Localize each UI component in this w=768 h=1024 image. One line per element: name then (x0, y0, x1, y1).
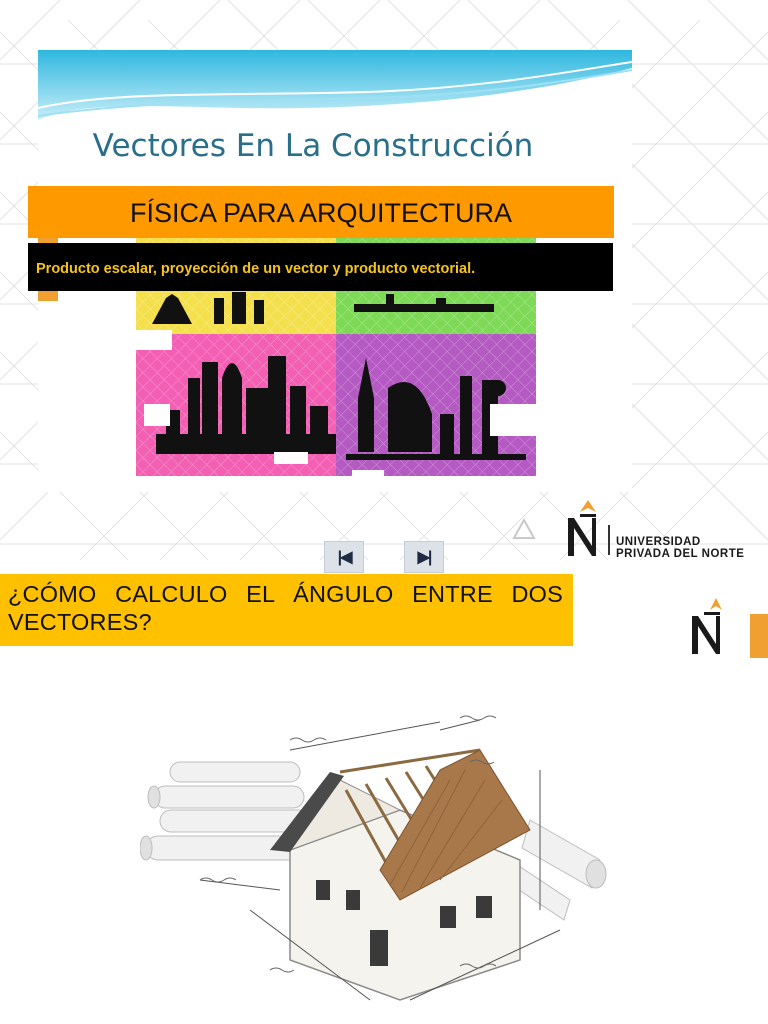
first-page-icon: |◀ (337, 549, 351, 566)
logo-separator (608, 525, 610, 555)
house-construction-illustration (140, 710, 620, 1010)
university-logo-icon (560, 500, 610, 560)
university-name-line1: UNIVERSIDAD (616, 536, 701, 548)
side-accent-right (750, 614, 768, 658)
wave-banner (38, 50, 632, 125)
triangle-decoration-icon (512, 518, 536, 540)
university-name-line2: PRIVADA DEL NORTE (616, 548, 745, 560)
last-page-icon: ▶| (417, 549, 431, 566)
previous-page-button[interactable] (324, 541, 364, 573)
question-heading: ¿CÓMO CALCULO EL ÁNGULO ENTRE DOS VECTORES? (0, 574, 573, 646)
course-title-bar: FÍSICA PARA ARQUITECTURA (28, 186, 614, 238)
next-page-button[interactable] (404, 541, 444, 573)
university-logo-small-icon (688, 598, 732, 658)
subtitle-bar: Producto escalar, proyección de un vector y producto vectorial. (28, 243, 613, 291)
slide-title: Vectores En La Construcción (92, 128, 534, 164)
university-name (616, 536, 744, 560)
